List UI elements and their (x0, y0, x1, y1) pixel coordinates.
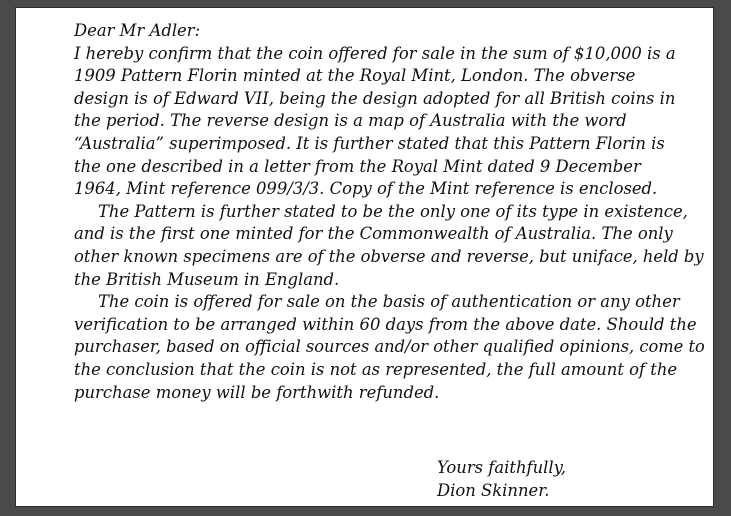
paragraph-2 (74, 201, 704, 291)
text-line: 1909 Pattern Florin minted at the Royal Mint, London. The obverse (74, 66, 636, 86)
text-line: the one described in a letter from the Royal Mint dated 9 December (74, 156, 641, 176)
letter-page (16, 8, 713, 506)
text-line: “Australia” superimposed. It is further stated that this Pattern Florin is (74, 133, 665, 153)
text-line: other known specimens are of the obverse and reverse, but uniface, held by (74, 246, 704, 266)
paragraph-1 (74, 43, 686, 201)
letter-body (74, 20, 705, 404)
letter-closing (437, 456, 566, 502)
text-line: purchaser, based on official sources and/or other qualified opinions, come to (74, 337, 705, 357)
text-line: I hereby confirm that the coin offered for sale in the sum of $10,000 is a (74, 43, 676, 63)
text-line: purchase money will be forthwith refunded. (74, 382, 440, 402)
text-line: The coin is offered for sale on the basis of authentication or any other (98, 292, 680, 312)
signature-name: Dion Skinner. (437, 481, 550, 500)
text-line: the period. The reverse design is a map of Australia with the word (74, 111, 627, 131)
salutation: Dear Mr Adler: (74, 21, 201, 40)
text-line: 1964, Mint reference 099/3/3. Copy of the Mint reference is enclosed. (74, 179, 658, 199)
text-line: The Pattern is further stated to be the only one of its type in existence, (98, 201, 688, 221)
text-line: verification to be arranged within 60 days from the above date. Should the (74, 314, 697, 334)
text-line: design is of Edward VII, being the design adopted for all British coins in (74, 88, 676, 108)
text-line: the conclusion that the coin is not as represented, the full amount of the (74, 359, 678, 379)
text-line: and is the first one minted for the Commonwealth of Australia. The only (74, 224, 673, 244)
closing-phrase: Yours faithfully, (437, 458, 566, 477)
paragraph-3 (74, 291, 705, 404)
text-line: the British Museum in England. (74, 269, 340, 289)
